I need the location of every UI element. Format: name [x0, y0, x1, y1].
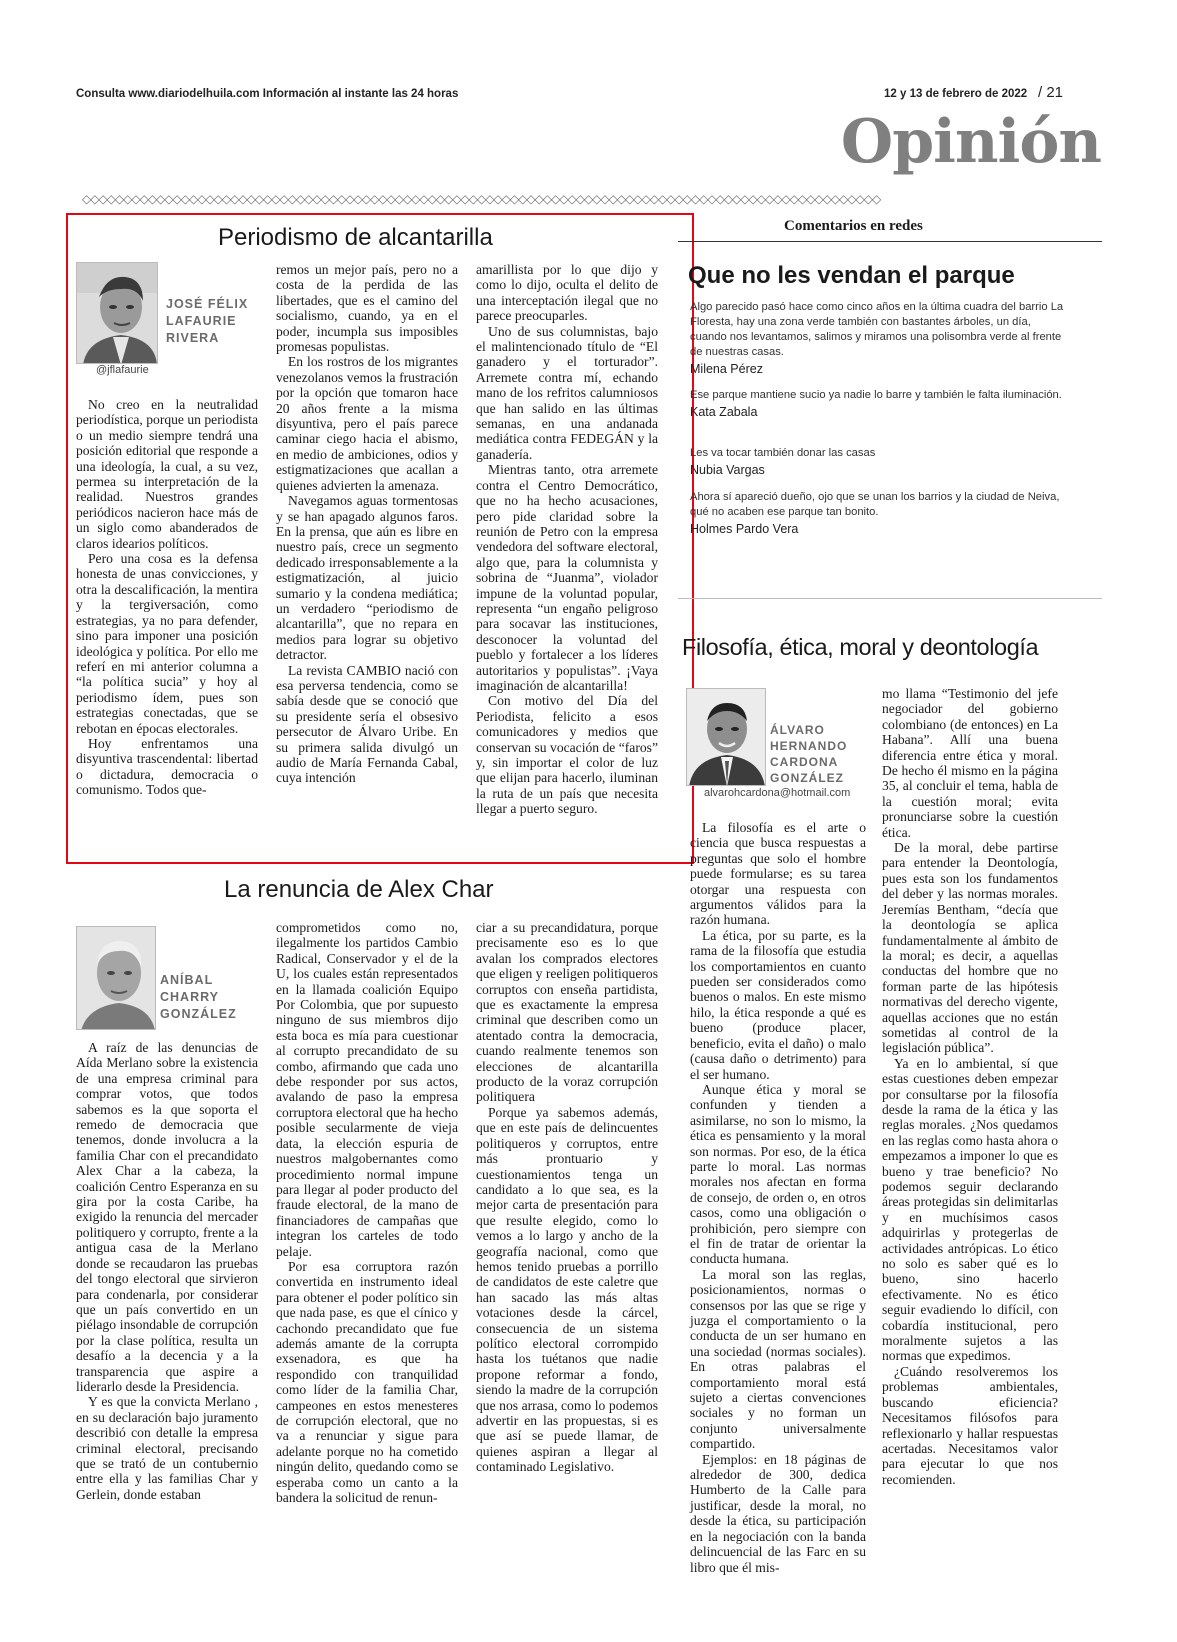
paragraph: Con motivo del Día del Periodista, felicito a esos comunicadores y medios que conservan su vocación de “faros” y, sin importar el color de luz que elijan para hacerlo, iluminan la ruta de un país que necesita llegar a puerto seguro.	[476, 693, 658, 817]
paragraph: No creo en la neutralidad periodística, porque un periodista o un medio siempre tendrá una posición editorial que responde a una ideología, la cual, a su vez, permea su interpretación de la realidad. Nuestros grandes periódicos nacieron hace más de un siglo como abanderados de claros idearios políticos.	[76, 397, 258, 551]
paragraph: Ya en lo ambiental, sí que estas cuestiones deben empezar por consultarse por la filosofía desde la rama de la ética y las reglas morales. ¿Nos quedamos en las reglas como hasta ahora o empezamos a imponer lo que es bueno y trae beneficio? No podemos seguir declarando áreas protegidas sin delimitarlas y en muchísimos casos adquirirlas y protegerlas de actividades antrópicas. Lo ético no solo es saber qué es lo bueno, sino hacerlo efectivamente. No es ético seguir evadiendo lo difícil, con cobardía institucional, pero moralmente sujetos a las normas que expedimos.	[882, 1055, 1058, 1364]
comment-item	[690, 300, 1070, 376]
article-column-3	[476, 920, 658, 1475]
article-column-2	[882, 686, 1058, 1487]
comments-title: Que no les vendan el parque	[688, 262, 1015, 289]
comment-text: Ahora sí apareció dueño, ojo que se unan los barrios y la ciudad de Neiva, qué no acaben ese parque tan bonito.	[690, 491, 1060, 518]
paragraph: A raíz de las denuncias de Aída Merlano sobre la existencia de una empresa criminal para comprar votos, que todos sabemos es la que soporta el remedo de democracia que tenemos, donde involucra a la familia Char con el precandidato Alex Char a la cabeza, la coalición Centro Esperanza en su gira por la costa Caribe, ha exigido la renuncia del mercader politiquero y corrupto, frente a la antigua casa de la Merlano donde se recaudaron las pruebas del tongo electoral que sirvieron para condenarla, por considerar que un país convertido en un piélago insondable de corrupción por la clase política, resulta un desafío a la decencia y a la transparencia que aspire a liderarlo desde la Presidencia.	[76, 1040, 258, 1394]
paragraph: Por esa corruptora razón convertida en instrumento ideal para obtener el poder político sin que nada pase, es que el cínico y cachondo precandidato que fue además amante de la corrupta exsenadora, es que ha respondido con tranquilidad como líder de la familia Char, campeones en estos menesteres de corrupción electoral, que no va a renunciar y sigue para adelante porque no ha cometido ningún delito, quedando como se esperaba como un canto a la bandera la solicitud de renun-	[276, 1258, 458, 1506]
comment-author: Milena Pérez	[690, 362, 763, 376]
site-tagline: Consulta www.diariodelhuila.com Información al instante las 24 horas	[76, 88, 459, 100]
comment-text: Algo parecido pasó hace como cinco años en la última cuadra del barrio La Floresta, hay una zona verde también con bastantes árboles, un día, cuando nos levantamos, salimos y miramos una polisombra verde al frente de nuestras casas.	[690, 301, 1064, 358]
article-column-2	[276, 262, 458, 786]
article-title: Periodismo de alcantarilla	[218, 224, 493, 251]
ornament-divider: ◇◇◇◇◇◇◇◇◇◇◇◇◇◇◇◇◇◇◇◇◇◇◇◇◇◇◇◇◇◇◇◇◇◇◇◇◇◇◇◇◇◇◇◇◇◇◇◇◇◇◇◇◇◇◇◇◇◇◇◇◇◇◇◇◇◇◇◇◇◇◇◇◇◇◇◇◇◇◇◇◇◇◇◇◇◇◇◇◇◇◇◇◇◇◇◇◇	[82, 193, 881, 205]
section-title: Opinión	[840, 107, 1101, 177]
paragraph: Hoy enfrentamos una disyuntiva trascendental: libertad o dictadura, democracia o comunismo. Todos que-	[76, 735, 258, 798]
paragraph: mo llama “Testimonio del jefe negociador del gobierno colombiano (de entonces) en La Habana”. Allí una buena diferencia entre ética y moral. De hecho él mismo en la página 35, al concluir el tema, habla de la cuestión moral; evita pronunciarse sobre la cuestión ética.	[882, 686, 1058, 840]
author-photo	[76, 262, 158, 364]
paragraph: comprometidos como no, ilegalmente los partidos Cambio Radical, Conservador y el de la U, los cuales están representados en la llamada coalición Equipo Por Colombia, que por supuesto ninguno de sus miembros dijo esta boca es mía para cuestionar al corrupto precandidato de su combo, afirmando que cada uno debe responder por sus actos, avalando de paso la empresa corruptora electoral que ha hecho posible secularmente de vieja data, la elección espuria de nuestros malgobernantes como procedimiento normal impune para llegar al poder producto del fraude electoral, de la mano de financiadores de campañas que integran los carteles de todo pelaje.	[276, 920, 458, 1259]
portrait-icon	[77, 263, 158, 364]
paragraph: ¿Cuándo resolveremos los problemas ambientales, buscando eficiencia? Necesitamos filósofos para reflexionarlo y hallar respuestas acertadas. Necesitamos valor para ejecutar lo que nos recomienden.	[882, 1363, 1058, 1487]
paragraph: La filosofía es el arte o ciencia que busca respuestas a preguntas que solo el hombre puede formularse; es su tarea otorgar una respuesta con argumentos válidos para la razón humana.	[690, 820, 866, 928]
paragraph: ciar a su precandidatura, porque precisamente eso es lo que avalan los comprados electores que eligen y reeligen politiqueros corruptos con enseña partidista, que es exactamente la empresa criminal que describen como un atentado contra la democracia, cuando realmente tenemos son elecciones de alcantarilla producto de la voraz corrupción politiquera	[476, 920, 658, 1105]
article-title: La renuncia de Alex Char	[224, 876, 494, 903]
paragraph: La revista CAMBIO nació con esa perversa tendencia, como se sabía desde que se conoció que su presidente sería el obsesivo persecutor de Álvaro Uribe. En su primera salida divulgó un audio de María Fernanda Cabal, cuya intención	[276, 662, 458, 786]
article-column-1	[76, 1040, 258, 1502]
author-name: ÁLVARO HERNANDO CARDONA GONZÁLEZ	[770, 723, 848, 785]
paragraph: Ejemplos: en 18 páginas de alrededor de 300, dedica Humberto de la Calle para justificar, desde la moral, no desde la ética, su participación en la negociación con la banda delincuencial de las Farc en su libro que él mis-	[690, 1451, 866, 1575]
portrait-icon	[687, 689, 766, 786]
paragraph: Mientras tanto, otra arremete contra el Centro Democrático, que no ha hecho acusaciones, pero pide claridad sobre la reunión de Petro con la empresa vendedora del software electoral, algo que, para la columnista y sobrina de “Juanma”, violador impune de la voluntad popular, representa “un engaño peligroso para socavar las instituciones, desconocer la voluntad del pueblo y fortalecer a los líderes autoritarios y populistas”. ¡Vaya imaginación de alcantarilla!	[476, 462, 658, 693]
author-photo	[76, 926, 156, 1030]
divider	[678, 598, 1102, 599]
paragraph: Pero una cosa es la defensa honesta de unas convicciones, y otra la descalificación, la mentira y la tergiversación, como estrategias, ya no para defender, sino para imponer una posición ideológica y política. Por ello me referí en mi anterior columna a “la política sucia” y hoy al periodismo ídem, pues son estrategias conectadas, que se rebotan en épocas electorales.	[76, 551, 258, 736]
article-column-1	[690, 820, 866, 1575]
comment-item	[690, 388, 1070, 419]
paragraph: Y es que la convicta Merlano , en su declaración bajo juramento describió con detalle la empresa criminal electoral, precisando que se trató de un contubernio entre ella y las familias Char y Gerlein, donde estaban	[76, 1394, 258, 1502]
paragraph: La ética, por su parte, es la rama de la filosofía que estudia los comportamientos en cuanto pueden ser considerados como buenos o malos. En este mismo hilo, la ética responde a qué es bueno (produce placer, beneficio, evita el daño) o malo (causa daño o detrimento) para el ser humano.	[690, 927, 866, 1082]
article-column-3	[476, 262, 658, 817]
article-title: Filosofía, ética, moral y deontología	[682, 634, 1039, 660]
paragraph: remos un mejor país, pero no a costa de la perdida de las libertades, que es el camino del socialismo, cuando, ya en el poder, incumpla sus imposibles promesas populistas.	[276, 262, 458, 355]
comment-author: Nubia Vargas	[690, 463, 765, 477]
comment-author: Kata Zabala	[690, 405, 758, 419]
article-column-2	[276, 920, 458, 1505]
comment-text: Ese parque mantiene sucio ya nadie lo barre y también le falta iluminación.	[690, 389, 1062, 401]
paragraph: Porque ya sabemos además, que en este país de delincuentes politiqueros y corruptos, entre más prontuario y cuestionamientos tenga un candidato a lo que sea, es la mejor carta de presentación para que resulte elegido, como lo vemos a lo largo y ancho de la geografía nacional, como que hemos tenido pruebas a porrillo de candidatos de este caletre que han sacado las más altas votaciones desde la cárcel, consecuencia de un sistema político electoral corrompido hasta los tuétanos que nadie propone reformar a fondo, siendo la madre de la corrupción que nos arrasa, como lo podemos advertir en las propuestas, si es que así se puede llamar, de quienes aspiran a llegar al contaminado Legislativo.	[476, 1104, 658, 1475]
paragraph: Aunque ética y moral se confunden y tienden a asimilarse, no son lo mismo, la ética es pensamiento y la moral son normas. Por eso, de la ética parte lo moral. Las normas morales nos afectan en forma de consejo, de orden o, en otros casos, como una obligación o prohibición, pero siempre con el fin de tratar de orientar la conducta humana.	[690, 1081, 866, 1267]
paragraph: De la moral, debe partirse para entender la Deontología, pues esta son los fundamentos del deber y las normas morales. Jeremías Bentham, “decía que la deontología se aplica fundamentalmente al ámbito de la moral; es decir, a aquellas conductas del hombre que no forman parte de las hipótesis normativas del derecho vigente, aquellas acciones que no están sometidas al control de la legislación pública”.	[882, 840, 1058, 1056]
author-name: ANÍBAL CHARRY GONZÁLEZ	[160, 973, 237, 1021]
comment-item	[690, 490, 1070, 536]
paragraph: Uno de sus columnistas, bajo el malintencionado título de “El ganadero y el torturador”. Arremete contra mí, echando mano de los refritos calumniosos que han salido en las últimas semanas, en una andanada mediática contra FEDEGÁN y la ganadería.	[476, 323, 658, 462]
paragraph: amarillista por lo que dijo y como lo dijo, oculta el delito de una interceptación ilegal que no parece preocuparles.	[476, 262, 658, 324]
author-email[interactable]: alvarohcardona@hotmail.com	[704, 787, 851, 799]
page-number: / 21	[1038, 84, 1064, 101]
paragraph: En los rostros de los migrantes venezolanos vemos la frustración por la opción que tomaron hace 20 años frente a la misma disyuntiva, pero el país parece caminar ciego hacia el abismo, en medio de ambiciones, odios y estigmatizaciones que acallan a quienes advierten la amenaza.	[276, 354, 458, 493]
comment-text: Les va tocar también donar las casas	[690, 447, 876, 459]
paragraph: Navegamos aguas tormentosas y se han apagado algunos faros. En la prensa, que aún es libre en nuestro país, crece un segmento dedicado irresponsablemente a la estigmatización, al juicio sumario y la condena mediática; un verdadero “periodismo de alcantarilla”, que no repara en medios para lograr su objetivo detractor.	[276, 493, 458, 663]
issue-date: 12 y 13 de febrero de 2022	[884, 88, 1028, 100]
comment-item	[690, 446, 1070, 477]
comment-author: Holmes Pardo Vera	[690, 522, 799, 536]
article-column-1	[76, 397, 258, 798]
author-handle: @jflafaurie	[96, 364, 149, 376]
paragraph: La moral son las reglas, posicionamientos, normas o consensos por las que se rige y juzga el comportamiento o la conducta de un ser humano en una sociedad (normas sociales). En otras palabras el comportamiento moral está sujeto a ciertas convenciones sociales y no forman un conjunto universalmente compartido.	[690, 1266, 866, 1452]
author-name: JOSÉ FÉLIX LAFAURIE RIVERA	[166, 297, 249, 345]
comments-heading: Comentarios en redes	[784, 218, 923, 234]
author-photo	[686, 688, 766, 786]
divider	[678, 241, 1102, 242]
portrait-icon	[77, 927, 156, 1030]
